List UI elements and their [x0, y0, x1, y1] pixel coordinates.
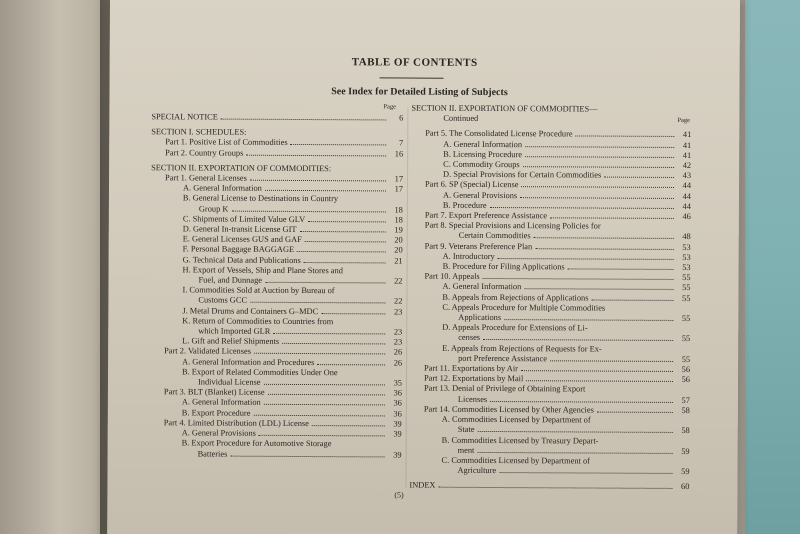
toc-entry-label: C. Commodities Licensed by Department of	[441, 455, 591, 466]
toc-entry-label: Certain Commodities	[458, 231, 531, 241]
toc-entry-page: 23	[393, 307, 403, 317]
toc-entry-label: Part 11. Exportations by Air	[424, 363, 518, 374]
dot-leader	[299, 231, 385, 232]
toc-entry-label: Part 12. Exportations by Mail	[423, 373, 524, 384]
dot-leader	[265, 190, 386, 192]
dot-leader	[534, 238, 674, 240]
toc-entry-label: B. Procedure	[442, 200, 487, 210]
toc-entry-label: B. Licensing Procedure	[443, 149, 523, 159]
toc-entry-label: Part 9. Veterans Preference Plan	[424, 241, 533, 251]
toc-entry-page: 59	[681, 446, 690, 456]
toc-entry-label: Customs GCC	[198, 295, 248, 306]
dot-leader	[477, 452, 672, 454]
toc-entry-page: 55	[681, 314, 691, 324]
toc-entry-label: State	[457, 425, 475, 435]
toc-entry[interactable]	[150, 367, 402, 379]
dot-leader	[221, 119, 387, 121]
toc-entry-page: 53	[682, 252, 691, 262]
dot-leader	[526, 380, 673, 382]
toc-entry-label: C. Shipments of Limited Value GLV	[182, 214, 306, 224]
toc-entry[interactable]	[150, 316, 402, 328]
dot-leader	[259, 435, 385, 437]
toc-entry-label: A. Commodities Licensed by Department of	[441, 414, 591, 425]
toc-entry-label: B. Procedure for Filing Applications	[442, 261, 565, 272]
dot-leader	[477, 431, 672, 433]
toc-entry-label: Part 10. Appeals	[424, 271, 480, 282]
column-divider	[405, 108, 408, 488]
toc-entry-label: Part 2. Validated Licenses	[164, 346, 251, 357]
dot-leader	[550, 217, 674, 219]
toc-entry[interactable]	[150, 449, 402, 461]
toc-entry-page: 57	[681, 395, 690, 405]
dot-leader	[268, 394, 385, 396]
toc-entry-label: A. General Information	[443, 139, 523, 149]
toc-entry-label: B. Commodities Licensed by Treasury Depart-	[441, 435, 599, 446]
toc-entry-page: 56	[681, 365, 691, 375]
toc-entry-page: 56	[681, 375, 691, 385]
toc-entry[interactable]	[411, 114, 691, 126]
toc-entry-page: 42	[682, 161, 692, 171]
dot-leader	[317, 364, 385, 365]
toc-entry-page: 20	[394, 235, 403, 245]
toc-entry-label: Part 1. General Licenses	[165, 173, 247, 183]
toc-entry[interactable]	[151, 194, 403, 206]
toc-entry-label: A. General Information	[182, 183, 262, 194]
toc-entry-label: K. Return of Commodities to Countries from	[182, 316, 334, 327]
toc-entry-page: 53	[682, 263, 691, 273]
dot-leader	[576, 136, 675, 138]
toc-entry-page: 41	[682, 130, 692, 140]
dot-leader	[504, 319, 673, 321]
toc-entry-label: Fuel, and Dunnage	[198, 275, 263, 285]
toc-entry-page: 55	[681, 354, 691, 364]
dot-leader	[550, 360, 673, 362]
toc-entry-label: C. Appeals Procedure for Multiple Commodities	[442, 302, 606, 313]
document-page	[107, 0, 740, 534]
toc-entry-page: 41	[682, 150, 692, 160]
toc-entry-label: Part 6. SP (Special) License	[424, 180, 519, 190]
toc-entry-page: 60	[681, 482, 690, 492]
toc-entry-label: L. Gift and Relief Shipments	[182, 336, 280, 347]
toc-entry-page: 36	[393, 409, 402, 419]
toc-entry[interactable]	[410, 323, 690, 335]
dot-leader	[231, 210, 385, 212]
dot-leader	[483, 278, 674, 280]
dot-leader	[521, 370, 673, 372]
previous-page	[0, 0, 108, 534]
toc-entry-page: 17	[394, 184, 404, 194]
dot-leader	[254, 353, 385, 355]
dot-leader	[230, 455, 384, 457]
toc-entry-label: Part 4. Limited Distribution (LDL) License	[163, 418, 309, 428]
dot-leader	[305, 241, 386, 242]
toc-entry-page: 18	[394, 205, 403, 215]
toc-entry-page: 20	[394, 245, 403, 255]
toc-entry-page: 35	[393, 378, 403, 388]
toc-entry-label: I. Commodities Sold at Auction by Bureau of	[182, 285, 335, 296]
dot-leader	[312, 425, 385, 426]
toc-entry-page: 43	[682, 171, 692, 181]
toc-entry[interactable]	[410, 384, 690, 396]
toc-entry-label: B. Export Procedure	[181, 408, 251, 418]
dot-leader	[525, 156, 674, 158]
dot-leader	[535, 248, 673, 250]
toc-entry-label: Part 1. Positive List of Commodities	[165, 137, 288, 148]
dot-leader	[591, 299, 673, 300]
toc-entry-page: 39	[393, 429, 402, 439]
left-page-column-label: Page	[383, 103, 397, 111]
toc-entry-label: Part 8. Special Provisions and Licensing Policies for	[424, 220, 601, 231]
toc-entry-label: Part 3. BLT (Blanket) License	[163, 387, 265, 398]
dot-leader	[249, 135, 386, 136]
toc-entry-label: G. Technical Data and Publications	[182, 255, 301, 265]
toc-entry-label: SECTION II. EXPORTATION OF COMMODITIES—	[411, 103, 598, 114]
toc-entry[interactable]	[409, 481, 689, 493]
dot-leader	[604, 177, 674, 178]
toc-entry[interactable]	[411, 221, 691, 233]
toc-entry-label: D. General In-transit License GIT	[182, 224, 297, 235]
toc-entry[interactable]	[151, 148, 403, 160]
toc-entry-page: 39	[393, 419, 402, 429]
toc-entry-label: D. Special Provisions for Certain Commodities	[443, 169, 602, 180]
dot-leader	[265, 282, 386, 284]
toc-entry[interactable]	[410, 343, 690, 355]
toc-entry-page: 36	[393, 388, 402, 398]
dot-leader	[597, 411, 673, 412]
toc-entry-page: 22	[394, 296, 403, 306]
toc-right-column	[409, 104, 691, 493]
page-subtitle: See Index for Detailed Listing of Subjects	[331, 86, 508, 99]
toc-entry-label: SPECIAL NOTICE	[151, 112, 218, 122]
toc-entry-label: Part 13. Denial of Privilege of Obtaining Export	[423, 384, 586, 394]
toc-entry-label: A. Introductory	[442, 251, 495, 261]
toc-entry[interactable]	[150, 285, 402, 297]
toc-entry-label: B. General License to Destinations in Country	[182, 193, 339, 204]
toc-entry[interactable]	[410, 435, 690, 447]
toc-entry-page: 36	[393, 398, 402, 409]
toc-entry-label: C. Commodity Groups	[443, 159, 520, 170]
toc-entry[interactable]	[150, 439, 402, 451]
toc-entry-page: 58	[681, 405, 690, 415]
toc-entry-page: 23	[393, 327, 403, 337]
toc-entry-page: 48	[682, 232, 691, 242]
toc-entry-page: 53	[682, 242, 691, 252]
dot-leader	[253, 414, 384, 416]
toc-entry-label: B. Appeals from Rejections of Applications	[442, 292, 589, 303]
toc-entry-page: 55	[682, 283, 691, 293]
dot-leader	[282, 343, 385, 345]
toc-entry-label: D. Appeals Procedure for Extensions of Li-	[442, 323, 588, 333]
toc-entry-page: 55	[682, 273, 691, 283]
toc-entry-label: A. General Provisions	[181, 428, 256, 438]
dot-leader	[304, 262, 386, 263]
toc-entry-page: 16	[394, 149, 404, 159]
toc-entry-page: 18	[394, 215, 403, 225]
toc-entry-label: Batteries	[197, 448, 228, 459]
dot-leader	[438, 487, 672, 489]
toc-entry-page: 26	[393, 358, 403, 368]
toc-entry-label: A. General Information	[181, 397, 261, 408]
toc-entry-label: Applications	[458, 312, 502, 323]
dot-leader	[521, 187, 674, 189]
dot-leader	[520, 197, 674, 199]
toc-entry-label: A. General Provisions	[442, 190, 518, 200]
dot-leader	[568, 268, 674, 270]
dot-leader	[524, 289, 673, 291]
toc-entry-page: 17	[394, 174, 404, 184]
toc-entry-label: B. Export Procedure for Automotive Storage	[181, 438, 332, 449]
toc-entry-label: ment	[457, 445, 475, 455]
toc-entry-label: which Imported GLR	[198, 326, 271, 336]
dot-leader	[499, 472, 672, 474]
dot-leader	[483, 339, 673, 341]
dot-leader	[490, 207, 674, 209]
toc-entry-page: 59	[681, 467, 690, 477]
toc-entry-label: SECTION I. SCHEDULES:	[151, 127, 247, 137]
toc-entry-page: 39	[393, 449, 402, 460]
toc-entry-page: 7	[399, 138, 404, 148]
dot-leader	[297, 251, 386, 252]
toc-entry-label: Licenses	[457, 394, 488, 404]
toc-entry-label: E. General Licenses GUS and GAF	[182, 234, 302, 245]
dot-leader	[490, 401, 673, 403]
toc-entry-label: Part 7. Export Preference Assistance	[424, 210, 547, 221]
toc-entry-label: Group K	[198, 204, 229, 214]
toc-entry-page: 46	[682, 212, 691, 222]
toc-entry-page: 23	[393, 337, 403, 347]
dot-leader	[246, 154, 386, 156]
dot-leader	[273, 333, 385, 335]
toc-entry-label: F. Personal Baggage BAGGAGE	[182, 244, 295, 255]
right-page-column-label: Page	[677, 116, 691, 125]
toc-entry-page: 6	[399, 113, 404, 123]
dot-leader	[498, 258, 674, 260]
toc-entry-label: Continued	[443, 113, 479, 124]
toc-entry-label: A. General Information and Procedures	[182, 357, 315, 367]
toc-entry-page: 26	[393, 347, 403, 358]
toc-entry[interactable]	[410, 415, 690, 427]
toc-entry-page: 44	[682, 191, 691, 201]
dot-leader	[264, 404, 385, 406]
dot-leader	[250, 302, 385, 304]
toc-entry-label: A. General Information	[442, 282, 522, 292]
toc-entry[interactable]	[410, 455, 690, 467]
toc-entry-label: B. Export of Related Commodities Under One	[182, 367, 338, 378]
toc-entry-label: censes	[458, 333, 481, 343]
toc-entry-page: 41	[682, 140, 692, 150]
toc-entry-page: 44	[682, 201, 691, 211]
toc-entry-label: H. Export of Vessels, Ship and Plane Stores and	[182, 265, 343, 276]
title-underline	[380, 77, 444, 78]
toc-entry-label: Individual License	[197, 377, 261, 387]
page-number: (5)	[394, 490, 404, 500]
toc-entry-page: 58	[681, 426, 690, 436]
toc-entry-label: Agriculture	[457, 465, 497, 476]
toc-entry-page: 44	[682, 181, 692, 191]
dot-leader	[264, 384, 385, 386]
dot-leader	[291, 144, 387, 146]
toc-entry-page: 22	[394, 276, 403, 286]
dot-leader	[523, 166, 674, 168]
dot-leader	[321, 313, 385, 314]
toc-entry-page: 55	[681, 334, 691, 344]
toc-entry-label: E. Appeals from Rejections of Requests for Ex-	[442, 343, 602, 354]
toc-left-column	[150, 112, 404, 460]
dot-leader	[308, 221, 386, 222]
toc-entry-page: 55	[682, 293, 691, 303]
toc-entry-label: port Preference Assistance	[458, 353, 547, 364]
toc-entry-page: 19	[394, 225, 403, 235]
dot-leader	[481, 121, 674, 122]
toc-entry-label: J. Metal Drums and Containers G–MDC	[182, 306, 319, 316]
toc-entry[interactable]	[151, 112, 403, 124]
toc-entry-label: Part 2. Country Groups	[165, 147, 244, 158]
toc-entry[interactable]	[410, 302, 690, 314]
toc-entry-page: 21	[394, 256, 403, 266]
page-title: TABLE OF CONTENTS	[351, 56, 478, 69]
toc-entry-label: INDEX	[409, 480, 436, 491]
toc-entry-label: SECTION II. EXPORTATION OF COMMODITIES:	[151, 163, 332, 173]
dot-leader	[525, 146, 674, 148]
toc-entry[interactable]	[151, 265, 403, 277]
dot-leader	[250, 180, 386, 182]
toc-entry-label: Part 5. The Consolidated License Procedure	[425, 129, 573, 139]
toc-entry-label: Part 14. Commodities Licensed by Other Agencies	[423, 404, 594, 415]
